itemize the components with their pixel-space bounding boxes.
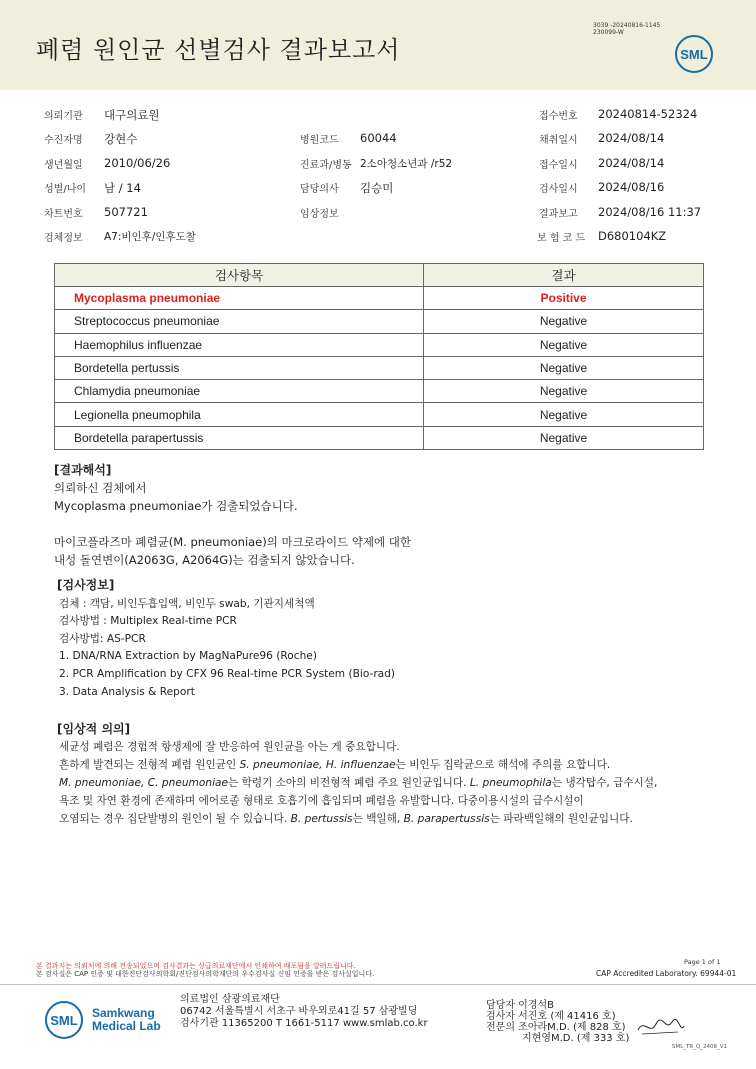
clinical-line: 흔하게 발견되는 전형적 폐렴 원인균인 S. pneumoniae, H. influenzae는 비인두 집락균으로 해석에 주의를 요합니다.	[59, 759, 611, 771]
birth-label: 생년월일	[44, 160, 83, 171]
signature-icon	[636, 1014, 686, 1040]
test-item: Bordetella parapertussis	[55, 426, 424, 449]
collect-date-value: 2024/08/14	[598, 131, 665, 145]
table-row	[55, 333, 704, 356]
name-label: 수진자명	[44, 135, 83, 146]
requester-label: 의뢰기관	[44, 111, 83, 122]
interpretation-title: [결과해석]	[54, 463, 112, 477]
interpretation-line: Mycoplasma pneumoniae가 검출되었습니다.	[54, 499, 298, 513]
test-info-line: 검사방법 : Multiplex Real-time PCR	[59, 615, 237, 627]
interpretation-line: 의뢰하신 검체에서	[54, 481, 147, 495]
page-number: Page 1 of 1	[684, 958, 721, 966]
test-info-line: 검사방법: AS-PCR	[59, 633, 146, 645]
name-value: 강현수	[104, 132, 138, 146]
interpretation-line: 내성 돌연변이(A2063G, A2064G)는 검출되지 않았습니다.	[54, 553, 355, 567]
test-result: Negative	[424, 426, 704, 449]
specimen-value: A7:비인후/인후도찰	[104, 231, 196, 243]
doctor-value: 김승미	[360, 181, 394, 195]
specimen-label: 검체정보	[44, 233, 83, 244]
receipt-no-label: 접수번호	[539, 111, 578, 122]
info-row	[0, 175, 756, 199]
info-row	[0, 126, 756, 150]
clinical-meaning-title: [임상적 의의]	[57, 722, 131, 736]
form-code: SML_TR_Q_2408_V1	[672, 1044, 728, 1050]
test-item: Chlamydia pneumoniae	[55, 380, 424, 403]
test-result: Positive	[424, 287, 704, 310]
info-row	[0, 200, 756, 224]
test-info-line: 3. Data Analysis & Report	[59, 686, 195, 698]
dept-label: 진료과/병동	[300, 160, 352, 171]
requester-value: 대구의료원	[104, 108, 160, 122]
insurance-label: 보 험 코 드	[537, 233, 586, 244]
table-row	[55, 356, 704, 379]
hospital-code-value: 60044	[360, 131, 397, 145]
distribution-notice: 본 결과지는 의뢰처에 의해 전송되었으며 검사결과는 상급의료재단에서 인쇄하여 배포됨을 알려드립니다.	[36, 962, 356, 970]
footer-divider	[0, 984, 756, 985]
signatories: 담당자 이경석B 검사자 서진호 (제 41416 호) 전문의 조아라M.D. (제 828 호) 지현영M.D. (제 333 호)	[486, 1000, 630, 1044]
accreditation-notice: 본 검사실은 CAP 인증 및 대한진단검사의학회/진단검사의학재단의 우수검사실 신임 인증을 받은 검사실입니다.	[36, 970, 375, 978]
test-item: Mycoplasma pneumoniae	[55, 287, 424, 310]
chart-no-label: 차트번호	[44, 209, 83, 220]
results-table	[54, 263, 704, 450]
sml-logo-icon	[674, 34, 714, 74]
table-row	[55, 426, 704, 449]
report-date-value: 2024/08/16 11:37	[598, 205, 702, 219]
lab-name: Samkwang Medical Lab	[92, 1006, 161, 1033]
report-date-label: 결과보고	[539, 209, 578, 220]
test-item: Bordetella pertussis	[55, 356, 424, 379]
sex-age-value: 남 / 14	[104, 181, 141, 195]
doctor-label: 담당의사	[300, 184, 339, 195]
test-date-label: 검사일시	[539, 184, 578, 195]
table-header-row	[55, 264, 704, 287]
test-info-line: 1. DNA/RNA Extraction by MagNaPure96 (Roche)	[59, 650, 317, 662]
svg-text:SML: SML	[680, 47, 708, 62]
info-row	[0, 151, 756, 175]
clinical-line: 오염되는 경우 집단발병의 원인이 될 수 있습니다. B. pertussis는 백일해, B. parapertussis는 파라백일해의 원인균입니다.	[59, 813, 633, 825]
col-result-header: 결과	[424, 264, 704, 287]
test-item: Legionella pneumophila	[55, 403, 424, 426]
sml-footer-logo-icon	[42, 1000, 90, 1040]
test-info-title: [검사정보]	[57, 578, 115, 592]
table-row	[55, 287, 704, 310]
clinical-label: 임상정보	[300, 209, 339, 220]
table-row	[55, 380, 704, 403]
test-result: Negative	[424, 310, 704, 333]
corporation-info: 의료법인 삼광의료재단 06742 서울특별시 서초구 바우뫼로41길 57 삼광빌딩 검사기관 11365200 T 1661-5117 www.smlab.co.kr	[180, 994, 428, 1029]
report-header	[0, 0, 756, 90]
test-item: Streptococcus pneumoniae	[55, 310, 424, 333]
test-info-line: 2. PCR Amplification by CFX 96 Real-time PCR System (Bio-rad)	[59, 668, 396, 680]
table-row	[55, 403, 704, 426]
test-item: Haemophilus influenzae	[55, 333, 424, 356]
test-result: Negative	[424, 333, 704, 356]
info-row	[0, 224, 756, 248]
chart-no-value: 507721	[104, 205, 148, 219]
test-result: Negative	[424, 356, 704, 379]
clinical-line: 세균성 폐렴은 경험적 항생제에 잘 반응하여 원인균을 아는 게 중요합니다.	[59, 741, 400, 753]
birth-value: 2010/06/26	[104, 156, 171, 170]
report-title: 폐렴 원인균 선별검사 결과보고서	[36, 36, 401, 64]
insurance-value: D680104KZ	[598, 229, 667, 243]
sex-age-label: 성별/나이	[44, 184, 87, 195]
hospital-code-label: 병원코드	[300, 135, 339, 146]
test-info-line: 검체 : 객담, 비인두흡입액, 비인두 swab, 기관지세척액	[59, 598, 315, 610]
clinical-line: 욕조 및 자연 환경에 존재하며 에어로졸 형태로 호흡기에 흡입되며 폐렴을 유발합니다. 다중이용시설의 급수시설이	[59, 795, 584, 807]
document-id: 3039 -20240816-1145 230099-W	[593, 22, 661, 36]
test-result: Negative	[424, 403, 704, 426]
test-date-value: 2024/08/16	[598, 180, 665, 194]
test-result: Negative	[424, 380, 704, 403]
cap-accreditation: CAP Accredited Laboratory. 69944-01	[596, 969, 737, 978]
collect-date-label: 채취일시	[539, 135, 578, 146]
table-row	[55, 310, 704, 333]
dept-value: 2소아청소년과 /r52	[360, 158, 453, 170]
receipt-no-value: 20240814-52324	[598, 107, 698, 121]
col-item-header: 검사항목	[55, 264, 424, 287]
clinical-line: M. pneumoniae, C. pneumoniae는 학령기 소아의 비전형적 폐렴 주요 원인균입니다. L. pneumophila는 냉각탑수, 급수시설,	[59, 777, 658, 789]
svg-text:SML: SML	[50, 1013, 78, 1028]
receipt-date-label: 접수일시	[539, 160, 578, 171]
interpretation-line: 마이코플라즈마 폐렴균(M. pneumoniae)의 마크로라이드 약제에 대한	[54, 535, 412, 549]
receipt-date-value: 2024/08/14	[598, 156, 665, 170]
info-row	[0, 102, 756, 126]
